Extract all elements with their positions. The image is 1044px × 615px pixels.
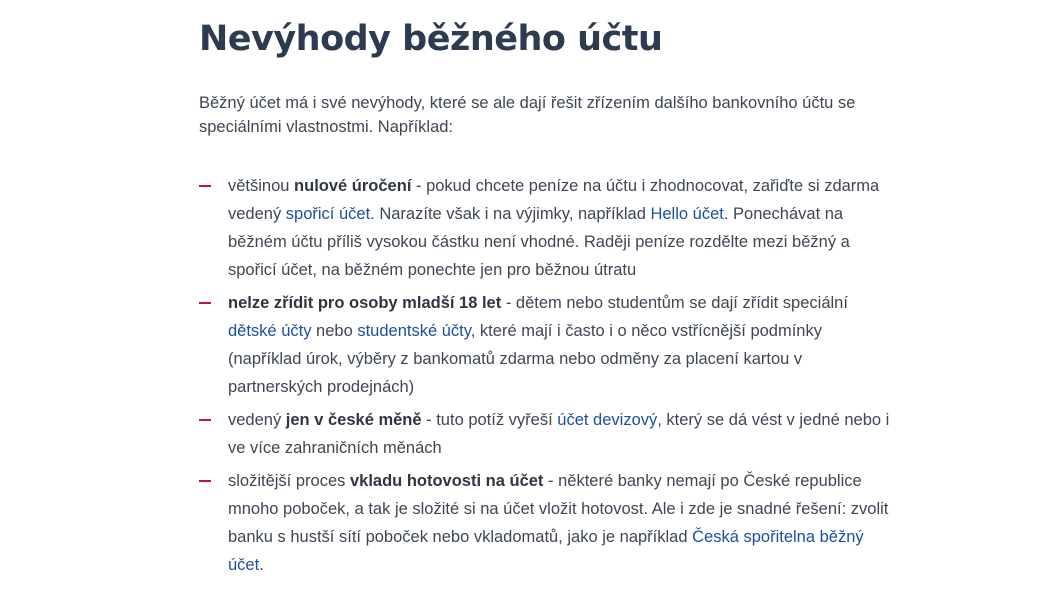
link-studentske-ucty[interactable]: studentské účty (357, 322, 471, 340)
item-text: , který se dá vést v jedné nebo i ve více zahraničních měnách (228, 411, 890, 457)
link-hello-ucet[interactable]: Hello účet (650, 205, 724, 223)
list-item-czech-currency (199, 406, 896, 462)
link-ucet-devizovy[interactable]: účet devizový (557, 411, 658, 429)
link-ceska-sporitelna-ucet[interactable]: Česká spořitelna běžný účet (228, 528, 864, 574)
item-text: . Narazíte však i na výjimky, například (370, 205, 651, 223)
bullet-dash-icon (199, 419, 211, 421)
item-text: složitější proces (228, 472, 350, 490)
item-bold: nulové úročení (294, 177, 412, 195)
link-sporici-ucet[interactable]: spořicí účet (285, 205, 371, 223)
item-text: - dětem nebo studentům se dají zřídit speciální (501, 294, 848, 312)
item-text: - pokud chcete peníze na účtu i zhodnocovat, zařiďte si zdarma vedený (228, 177, 880, 223)
item-text: . Ponechávat na běžném účtu příliš vysokou částku není vhodné. Raději peníze rozdělte mezi běžný a spořicí účet, na běžném ponechte jen pro běžnou útratu (228, 205, 850, 279)
list-item-age-limit (199, 289, 896, 401)
item-text: . (259, 556, 264, 574)
bullet-dash-icon (199, 480, 211, 482)
list-item-cash-deposit (199, 467, 896, 579)
link-detske-ucty[interactable]: dětské účty (228, 322, 312, 340)
section-heading: Nevýhody běžného účtu (199, 19, 663, 59)
bullet-dash-icon (199, 185, 211, 187)
item-text: - některé banky nemají po České republice mnoho poboček, a tak je složité si na účet vložit hotovost. Ale i zde je snadné řešení: zvolit banku s hustší sítí poboček nebo vkladomatů, jako je například (228, 472, 889, 546)
list-item-zero-interest (199, 172, 896, 284)
article-section (199, 0, 899, 584)
item-bold: nelze zřídit pro osoby mladší 18 let (228, 294, 502, 312)
bullet-dash-icon (199, 302, 211, 304)
disadvantages-list (199, 172, 899, 579)
item-text: nebo (311, 322, 358, 340)
item-text: , které mají i často i o něco vstřícnější podmínky (například úrok, výběry z bankomatů zdarma nebo odměny za placení kartou v partnerských prodejnách) (228, 322, 822, 396)
item-text: - tuto potíž vyřeší (421, 411, 558, 429)
item-bold: jen v české měně (285, 411, 422, 429)
item-text: vedený (228, 411, 286, 429)
item-text: většinou (228, 177, 295, 195)
item-bold: vkladu hotovosti na účet (349, 472, 544, 490)
intro-paragraph: Běžný účet má i své nevýhody, které se ale dají řešit zřízením dalšího bankovního účtu se speciálními vlastnostmi. Například: (199, 94, 856, 136)
